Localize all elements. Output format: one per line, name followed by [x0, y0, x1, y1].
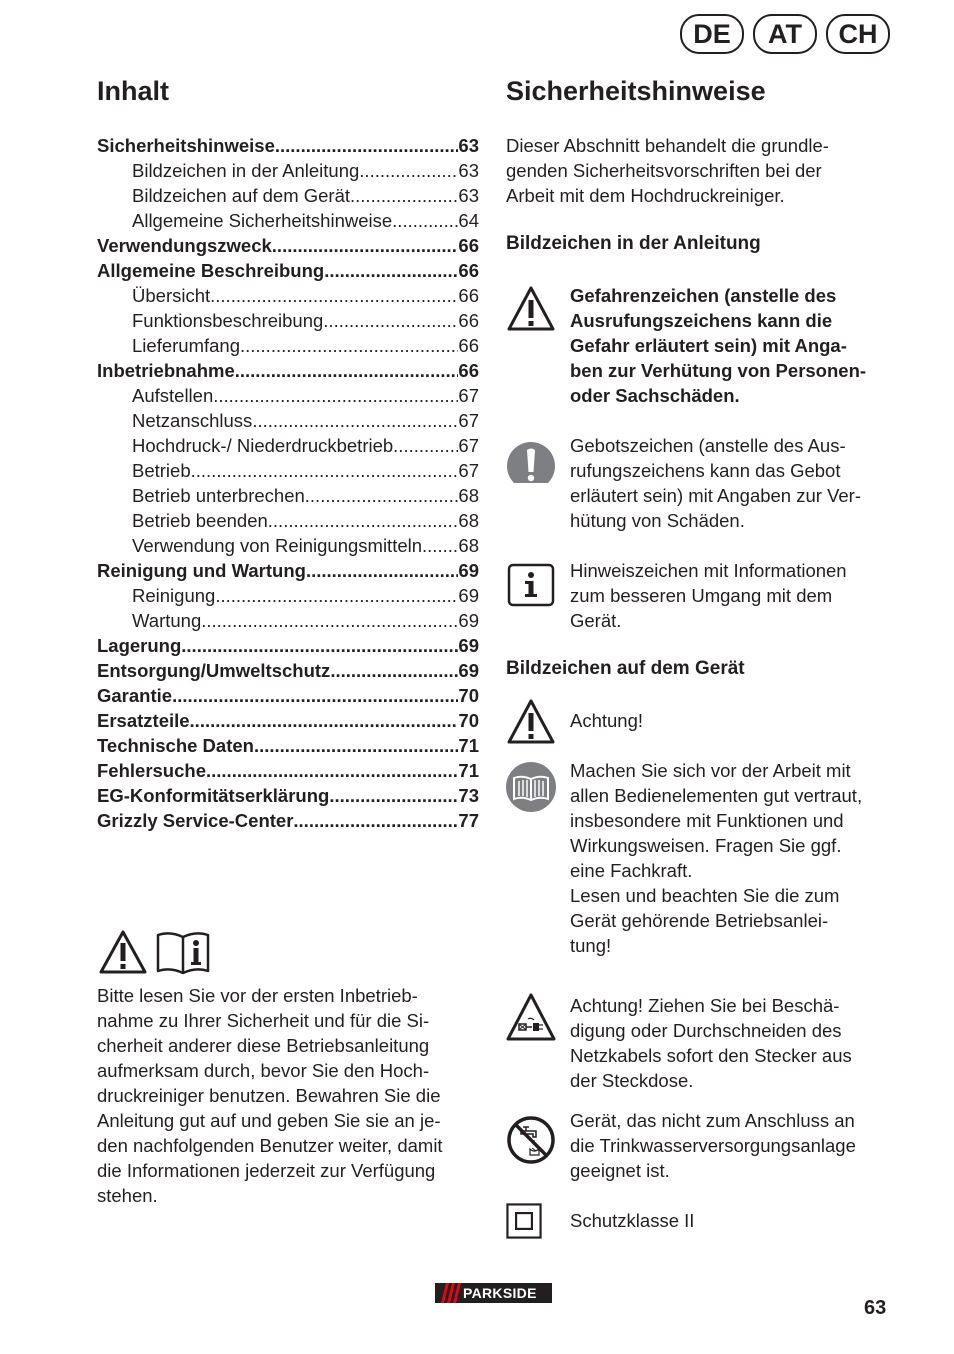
- symbol-text-no-drinking-water: [570, 1108, 894, 1183]
- toc-entry-page: 63: [458, 160, 479, 181]
- text-line: tung!: [570, 935, 612, 956]
- section-manual-title: Bildzeichen in der Anleitung: [506, 233, 761, 254]
- toc-entry: [97, 283, 479, 308]
- toc-leader-dots: [359, 158, 458, 183]
- symbol-text-info: [570, 558, 894, 633]
- toc-entry-title: Technische Daten: [97, 735, 254, 756]
- toc-entry: [97, 433, 479, 458]
- toc-entry: [97, 808, 479, 833]
- toc-leader-dots: [293, 808, 458, 833]
- toc-entry-title: Lagerung: [97, 635, 182, 656]
- text-line: Gerät, das nicht zum Anschluss an: [570, 1110, 855, 1131]
- toc-leader-dots: [330, 658, 458, 683]
- toc-entry: [97, 233, 479, 258]
- toc-leader-dots: [191, 458, 459, 483]
- toc-entry: [97, 133, 479, 158]
- toc-entry-title: Bildzeichen auf dem Gerät: [132, 185, 351, 206]
- warning-triangle-icon: [98, 929, 148, 975]
- toc-entry: [97, 533, 479, 558]
- toc-leader-dots: [392, 208, 458, 233]
- toc-entry-page: 63: [458, 185, 479, 206]
- logo-text: PARKSIDE: [463, 1285, 537, 1301]
- toc-entry: [97, 383, 479, 408]
- toc-entry-page: 63: [458, 135, 479, 156]
- text-line: druckreiniger benutzen. Bewahren Sie die: [97, 1085, 441, 1106]
- toc-leader-dots: [215, 583, 458, 608]
- text-line: eine Fachkraft.: [570, 860, 693, 881]
- toc-entry: [97, 508, 479, 533]
- lang-badge-ch: CH: [826, 14, 890, 54]
- toc-entry: [97, 183, 479, 208]
- text-line: hütung von Schäden.: [570, 510, 745, 531]
- toc-leader-dots: [206, 758, 458, 783]
- toc-entry: [97, 458, 479, 483]
- text-line: digung oder Durchschneiden des: [570, 1020, 842, 1041]
- parkside-logo: [435, 1283, 552, 1303]
- toc-entry: [97, 308, 479, 333]
- sicherheit-intro: [506, 133, 896, 208]
- toc-leader-dots: [254, 733, 458, 758]
- text-line: den nachfolgenden Benutzer weiter, damit: [97, 1135, 443, 1156]
- text-line: Bitte lesen Sie vor der ersten Inbetrieb-: [97, 985, 418, 1006]
- lang-badge-de: DE: [680, 14, 744, 54]
- toc-entry: [97, 408, 479, 433]
- toc-entry-title: Übersicht: [132, 285, 211, 306]
- text-line: der Steckdose.: [570, 1070, 694, 1091]
- text-line: zum besseren Umgang mit dem: [570, 585, 833, 606]
- toc-entry-title: Aufstellen: [132, 385, 214, 406]
- toc-entry-page: 70: [458, 710, 479, 731]
- symbol-text-mandatory: [570, 433, 894, 533]
- toc-entry-page: 66: [458, 360, 479, 381]
- toc-entry-page: 71: [458, 735, 479, 756]
- info-icon: [506, 558, 556, 608]
- text-line: Achtung!: [570, 710, 644, 731]
- toc-leader-dots: [324, 258, 458, 283]
- toc-entry-page: 66: [458, 260, 479, 281]
- text-line: Gerät gehörende Betriebsanlei-: [570, 910, 829, 931]
- toc-leader-dots: [181, 633, 458, 658]
- text-line: geeignet ist.: [570, 1160, 670, 1181]
- text-line: nahme zu Ihrer Sicherheit und für die Si-: [97, 1010, 430, 1031]
- unplug-warning-icon: [506, 993, 556, 1043]
- toc-entry-title: Sicherheitshinweise: [97, 135, 275, 156]
- toc-entry-page: 69: [458, 660, 479, 681]
- toc-entry: [97, 208, 479, 233]
- toc-entry-title: Bildzeichen in der Anleitung: [132, 160, 360, 181]
- toc-entry-title: Ersatzteile: [97, 710, 190, 731]
- toc-entry-title: Netzanschluss: [132, 410, 253, 431]
- toc-entry: [97, 758, 479, 783]
- toc-entry-page: 66: [458, 285, 479, 306]
- text-line: Gefahr erläutert sein) mit Anga-: [570, 335, 847, 356]
- toc-entry-title: Reinigung und Wartung: [97, 560, 306, 581]
- text-line: Gebotszeichen (anstelle des Aus-: [570, 435, 846, 456]
- toc-leader-dots: [210, 283, 458, 308]
- toc-leader-dots: [329, 783, 458, 808]
- toc-entry-page: 71: [458, 760, 479, 781]
- toc-entry-page: 69: [458, 635, 479, 656]
- mandatory-exclamation-icon: [506, 433, 556, 483]
- text-line: Hinweiszeichen mit Informationen: [570, 560, 847, 581]
- logo-stripes-icon: [437, 1283, 461, 1303]
- text-line: cherheit anderer diese Betriebsanleitung: [97, 1035, 430, 1056]
- toc-entry-title: Verwendung von Reinigungsmitteln: [132, 535, 423, 556]
- toc-entry-title: Fehlersuche: [97, 760, 206, 781]
- warning-triangle-icon: [506, 283, 556, 333]
- text-line: Achtung! Ziehen Sie bei Beschä-: [570, 995, 840, 1016]
- toc-leader-dots: [350, 183, 458, 208]
- toc-entry-title: Garantie: [97, 685, 173, 706]
- text-line: genden Sicherheitsvorschriften bei der: [506, 160, 822, 181]
- toc-entry: [97, 258, 479, 283]
- toc-entry-page: 73: [458, 785, 479, 806]
- table-of-contents: [97, 133, 479, 833]
- toc-entry: [97, 658, 479, 683]
- toc-leader-dots: [190, 708, 459, 733]
- toc-entry-title: Allgemeine Beschreibung: [97, 260, 325, 281]
- toc-entry-title: Betrieb unterbrechen: [132, 485, 305, 506]
- toc-leader-dots: [213, 383, 458, 408]
- symbol-text-protection-class: [570, 1208, 894, 1233]
- toc-entry-page: 69: [458, 560, 479, 581]
- toc-entry: [97, 708, 479, 733]
- toc-entry-title: Betrieb beenden: [132, 510, 268, 531]
- toc-entry-title: Lieferumfang: [132, 335, 240, 356]
- text-line: Wirkungsweisen. Fragen Sie ggf.: [570, 835, 842, 856]
- toc-entry-title: EG-Konformitätserklärung: [97, 785, 330, 806]
- text-line: Lesen und beachten Sie die zum: [570, 885, 840, 906]
- toc-entry-page: 68: [458, 485, 479, 506]
- text-line: die Informationen jederzeit zur Verfügung: [97, 1160, 436, 1181]
- text-line: Dieser Abschnitt behandelt die grundle-: [506, 135, 829, 156]
- toc-entry: [97, 558, 479, 583]
- toc-leader-dots: [201, 608, 458, 633]
- toc-leader-dots: [323, 308, 458, 333]
- text-line: Gefahrenzeichen (anstelle des: [570, 285, 837, 306]
- symbol-text-attention: [570, 708, 894, 733]
- toc-entry: [97, 608, 479, 633]
- toc-entry-page: 64: [458, 210, 479, 231]
- toc-leader-dots: [422, 533, 458, 558]
- read-manual-notice: [97, 983, 487, 1208]
- toc-leader-dots: [305, 483, 459, 508]
- section-device-title: Bildzeichen auf dem Gerät: [506, 658, 745, 679]
- toc-leader-dots: [252, 408, 458, 433]
- text-line: allen Bedienelementen gut vertraut,: [570, 785, 863, 806]
- text-line: oder Sachschäden.: [570, 385, 740, 406]
- toc-entry: [97, 783, 479, 808]
- toc-entry-title: Reinigung: [132, 585, 216, 606]
- toc-leader-dots: [240, 333, 458, 358]
- no-drinking-water-icon: [506, 1115, 556, 1165]
- toc-entry: [97, 358, 479, 383]
- text-line: rufungszeichens kann das Gebot: [570, 460, 841, 481]
- text-line: Gerät.: [570, 610, 622, 631]
- text-line: stehen.: [97, 1185, 158, 1206]
- text-line: Arbeit mit dem Hochdruckreiniger.: [506, 185, 785, 206]
- text-line: ben zur Verhütung von Personen-: [570, 360, 867, 381]
- read-manual-icon: [155, 929, 211, 975]
- text-line: aufmerksam durch, bevor Sie den Hoch-: [97, 1060, 430, 1081]
- lang-badge-at: AT: [753, 14, 817, 54]
- toc-entry-title: Grizzly Service-Center: [97, 810, 294, 831]
- toc-entry-page: 68: [458, 535, 479, 556]
- text-line: Anleitung gut auf und geben Sie sie an je-: [97, 1110, 441, 1131]
- read-manual-icon: [506, 762, 556, 812]
- toc-entry-page: 67: [458, 460, 479, 481]
- page-number: 63: [864, 1297, 887, 1319]
- toc-entry-page: 67: [458, 435, 479, 456]
- text-line: Schutzklasse II: [570, 1210, 695, 1231]
- toc-entry-title: Wartung: [132, 610, 202, 631]
- toc-entry-page: 69: [458, 585, 479, 606]
- toc-entry-page: 66: [458, 310, 479, 331]
- toc-leader-dots: [306, 558, 458, 583]
- toc-entry: [97, 683, 479, 708]
- text-line: die Trinkwasserversorgungsanlage: [570, 1135, 856, 1156]
- toc-leader-dots: [272, 233, 459, 258]
- toc-entry: [97, 333, 479, 358]
- text-line: insbesondere mit Funktionen und: [570, 810, 844, 831]
- toc-entry-page: 68: [458, 510, 479, 531]
- toc-entry-title: Hochdruck-/ Niederdruckbetrieb: [132, 435, 394, 456]
- toc-entry-page: 70: [458, 685, 479, 706]
- protection-class-ii-icon: [506, 1203, 542, 1239]
- toc-entry: [97, 583, 479, 608]
- toc-entry: [97, 483, 479, 508]
- toc-leader-dots: [235, 358, 459, 383]
- inhalt-title: Inhalt: [97, 76, 169, 106]
- toc-entry-page: 66: [458, 335, 479, 356]
- symbol-text-danger: [570, 283, 894, 408]
- toc-leader-dots: [275, 133, 459, 158]
- toc-entry-title: Entsorgung/Umweltschutz: [97, 660, 331, 681]
- toc-entry-page: 66: [458, 235, 479, 256]
- toc-entry-title: Funktionsbeschreibung: [132, 310, 324, 331]
- text-line: Machen Sie sich vor der Arbeit mit: [570, 760, 851, 781]
- toc-leader-dots: [172, 683, 458, 708]
- toc-entry: [97, 733, 479, 758]
- toc-entry-title: Betrieb: [132, 460, 191, 481]
- toc-entry-title: Verwendungszweck: [97, 235, 272, 256]
- text-line: Ausrufungszeichens kann die: [570, 310, 833, 331]
- text-line: Netzkabels sofort den Stecker aus: [570, 1045, 852, 1066]
- toc-leader-dots: [268, 508, 459, 533]
- toc-entry-page: 67: [458, 385, 479, 406]
- toc-entry-page: 77: [458, 810, 479, 831]
- warning-triangle-icon: [506, 698, 556, 748]
- symbol-text-unplug: [570, 993, 894, 1093]
- toc-entry: [97, 158, 479, 183]
- toc-entry: [97, 633, 479, 658]
- toc-entry-page: 69: [458, 610, 479, 631]
- symbol-text-read-manual: [570, 758, 894, 958]
- toc-entry-title: Allgemeine Sicherheitshinweise: [132, 210, 393, 231]
- toc-entry-title: Inbetriebnahme: [97, 360, 235, 381]
- toc-leader-dots: [393, 433, 458, 458]
- text-line: erläutert sein) mit Angaben zur Ver-: [570, 485, 862, 506]
- toc-entry-page: 67: [458, 410, 479, 431]
- sicherheit-title: Sicherheitshinweise: [506, 76, 766, 106]
